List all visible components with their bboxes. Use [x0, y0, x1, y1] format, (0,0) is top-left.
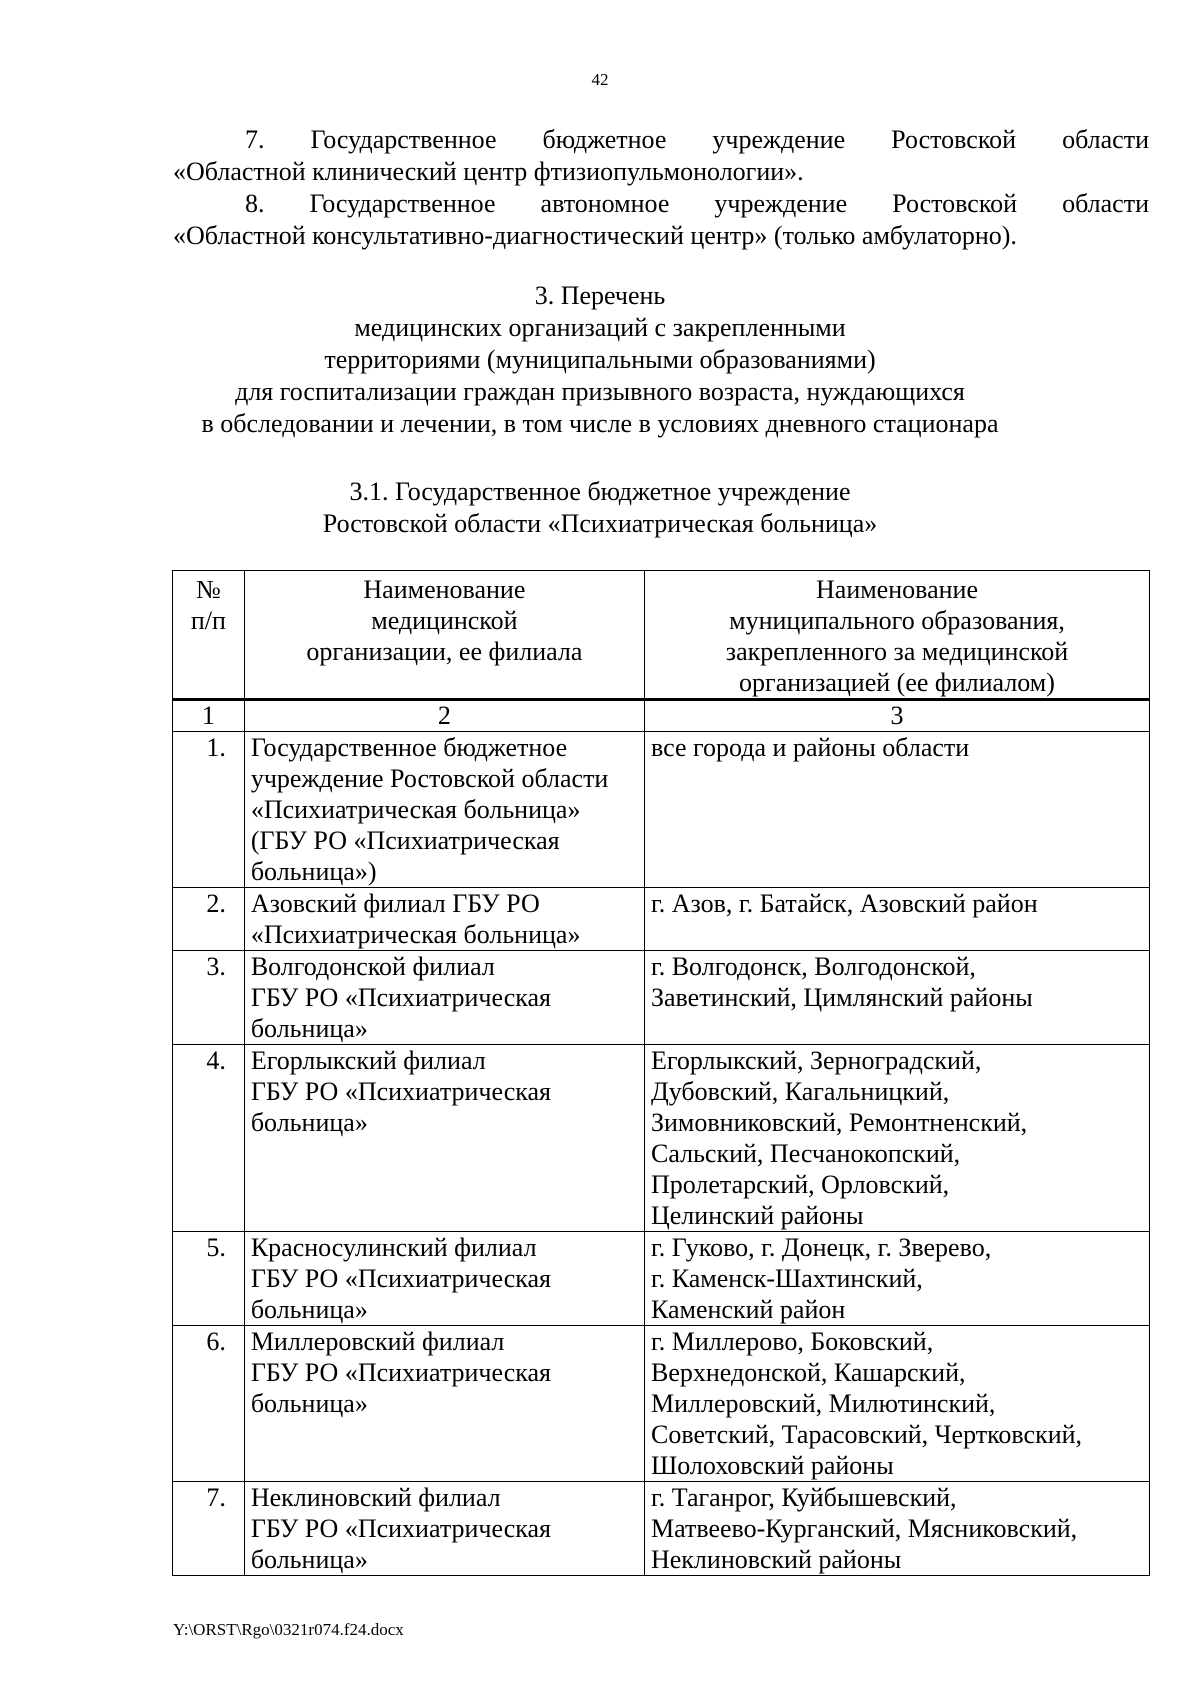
row-number: 6. [173, 1326, 245, 1482]
territory-line: Зимовниковский, Ремонтненский, [650, 1108, 1028, 1137]
row-number: 7. [173, 1482, 245, 1576]
organization-line: Красносулинский филиал [250, 1233, 537, 1262]
row-territory [644, 732, 1149, 888]
territory-line: Егорлыкский, Зерноградский, [650, 1046, 982, 1075]
row-organization [244, 1482, 644, 1576]
territory-line: Советский, Тарасовский, Чертковский, [650, 1420, 1083, 1449]
table-row [173, 732, 1150, 888]
numbering-cell: 3 [644, 700, 1149, 732]
territory-line: г. Таганрог, Куйбышевский, [650, 1483, 957, 1512]
territory-line: Целинский районы [650, 1201, 864, 1230]
page-number: 42 [591, 70, 609, 89]
row-territory [644, 1326, 1149, 1482]
header-organization [244, 571, 644, 700]
row-organization [244, 1326, 644, 1482]
organization-line: больница» [250, 1108, 368, 1137]
organizations-table [172, 570, 1150, 1576]
section-heading-line: территориями (муниципальными образованиями) [324, 345, 876, 374]
row-number: 5. [173, 1232, 245, 1326]
organization-line: Неклиновский филиал [250, 1483, 501, 1512]
subsection-heading-line: 3.1. Государственное бюджетное учреждение [349, 477, 851, 506]
organization-line: Азовский филиал ГБУ РО [250, 889, 540, 918]
territory-line: г. Миллерово, Боковский, [650, 1327, 934, 1356]
row-territory [644, 1482, 1149, 1576]
organization-line: больница» [250, 1545, 368, 1574]
intro-item-7 [173, 124, 1149, 188]
header-territory [644, 571, 1149, 700]
territory-line: г. Гуково, г. Донецк, г. Зверево, [650, 1233, 992, 1262]
territory-line: Шолоховский районы [650, 1451, 894, 1480]
row-organization [244, 888, 644, 951]
intro-item-7-line2: «Областной клинический центр фтизиопульмонологии». [173, 157, 804, 186]
territory-line: Дубовский, Кагальницкий, [650, 1077, 950, 1106]
row-territory [644, 951, 1149, 1045]
organization-line: Миллеровский филиал [250, 1327, 505, 1356]
header-line: п/п [190, 606, 226, 635]
row-number: 2. [173, 888, 245, 951]
organization-line: больница» [250, 1389, 368, 1418]
section-heading [0, 280, 1200, 440]
header-line: медицинской [371, 606, 518, 635]
territory-line: Заветинский, Цимлянский районы [650, 983, 1033, 1012]
table-numbering-row [173, 700, 1150, 732]
numbering-cell: 1 [173, 700, 245, 732]
table-row [173, 1482, 1150, 1576]
organization-line: ГБУ РО «Психиатрическая [250, 1077, 551, 1106]
organization-line: (ГБУ РО «Психиатрическая [250, 826, 560, 855]
territory-line: г. Волгодонск, Волгодонской, [650, 952, 976, 981]
header-line: № [196, 575, 221, 604]
intro-item-8 [173, 188, 1149, 252]
organization-line: ГБУ РО «Психиатрическая [250, 1264, 551, 1293]
organization-line: больница») [250, 857, 377, 886]
row-territory [644, 1232, 1149, 1326]
table-row [173, 1045, 1150, 1232]
row-number: 1. [173, 732, 245, 888]
table-row [173, 951, 1150, 1045]
table-row [173, 1326, 1150, 1482]
row-territory [644, 1045, 1149, 1232]
organization-line: больница» [250, 1014, 368, 1043]
section-heading-line: в обследовании и лечении, в том числе в условиях дневного стационара [201, 409, 999, 438]
intro-item-8-line2: «Областной консультативно-диагностический центр» (только амбулаторно). [173, 221, 1017, 250]
organization-line: «Психиатрическая больница» [250, 920, 581, 949]
intro-item-8-line1: 8. Государственное автономное учреждение Ростовской области [245, 189, 1149, 218]
intro-item-7-line1: 7. Государственное бюджетное учреждение Ростовской области [245, 125, 1149, 154]
organization-line: «Психиатрическая больница» [250, 795, 581, 824]
territory-line: Сальский, Песчанокопский, [650, 1139, 961, 1168]
territory-line: г. Каменск-Шахтинский, [650, 1264, 923, 1293]
organization-line: ГБУ РО «Психиатрическая [250, 983, 551, 1012]
table-header-row [173, 571, 1150, 700]
territory-line: Каменский район [650, 1295, 846, 1324]
numbering-cell: 2 [244, 700, 644, 732]
territory-line: Верхнедонской, Кашарский, [650, 1358, 966, 1387]
header-line: организацией (ее филиалом) [739, 668, 1055, 697]
row-territory [644, 888, 1149, 951]
intro-paragraphs [173, 124, 1149, 252]
organization-line: ГБУ РО «Психиатрическая [250, 1514, 551, 1543]
row-number: 3. [173, 951, 245, 1045]
section-heading-line: медицинских организаций с закрепленными [354, 313, 846, 342]
header-line: Наименование [363, 575, 526, 604]
row-organization [244, 1232, 644, 1326]
section-heading-line: для госпитализации граждан призывного возраста, нуждающихся [235, 377, 965, 406]
table-row [173, 888, 1150, 951]
territory-line: г. Азов, г. Батайск, Азовский район [650, 889, 1038, 918]
territory-line: Пролетарский, Орловский, [650, 1170, 950, 1199]
subsection-heading-line: Ростовской области «Психиатрическая больница» [322, 509, 878, 538]
subsection-heading [0, 476, 1200, 540]
territory-line: Неклиновский районы [650, 1545, 902, 1574]
header-number [173, 571, 245, 700]
territory-line: Матвеево-Курганский, Мясниковский, [650, 1514, 1078, 1543]
organization-line: больница» [250, 1295, 368, 1324]
organization-line: Волгодонской филиал [250, 952, 495, 981]
row-organization [244, 732, 644, 888]
header-line: Наименование [816, 575, 978, 604]
header-line: муниципального образования, [729, 606, 1065, 635]
header-line: закрепленного за медицинской [725, 637, 1069, 666]
row-organization [244, 951, 644, 1045]
organization-line: Егорлыкский филиал [250, 1046, 486, 1075]
organization-line: учреждение Ростовской области [250, 764, 609, 793]
organization-line: ГБУ РО «Психиатрическая [250, 1358, 551, 1387]
section-heading-line: 3. Перечень [534, 281, 666, 310]
table-row [173, 1232, 1150, 1326]
header-line: организации, ее филиала [306, 637, 583, 666]
organization-line: Государственное бюджетное [250, 733, 568, 762]
row-number: 4. [173, 1045, 245, 1232]
row-organization [244, 1045, 644, 1232]
footer-file-path: Y:\ORST\Rgo\0321r074.f24.docx [173, 1620, 404, 1639]
territory-line: все города и районы области [650, 733, 970, 762]
territory-line: Миллеровский, Милютинский, [650, 1389, 996, 1418]
